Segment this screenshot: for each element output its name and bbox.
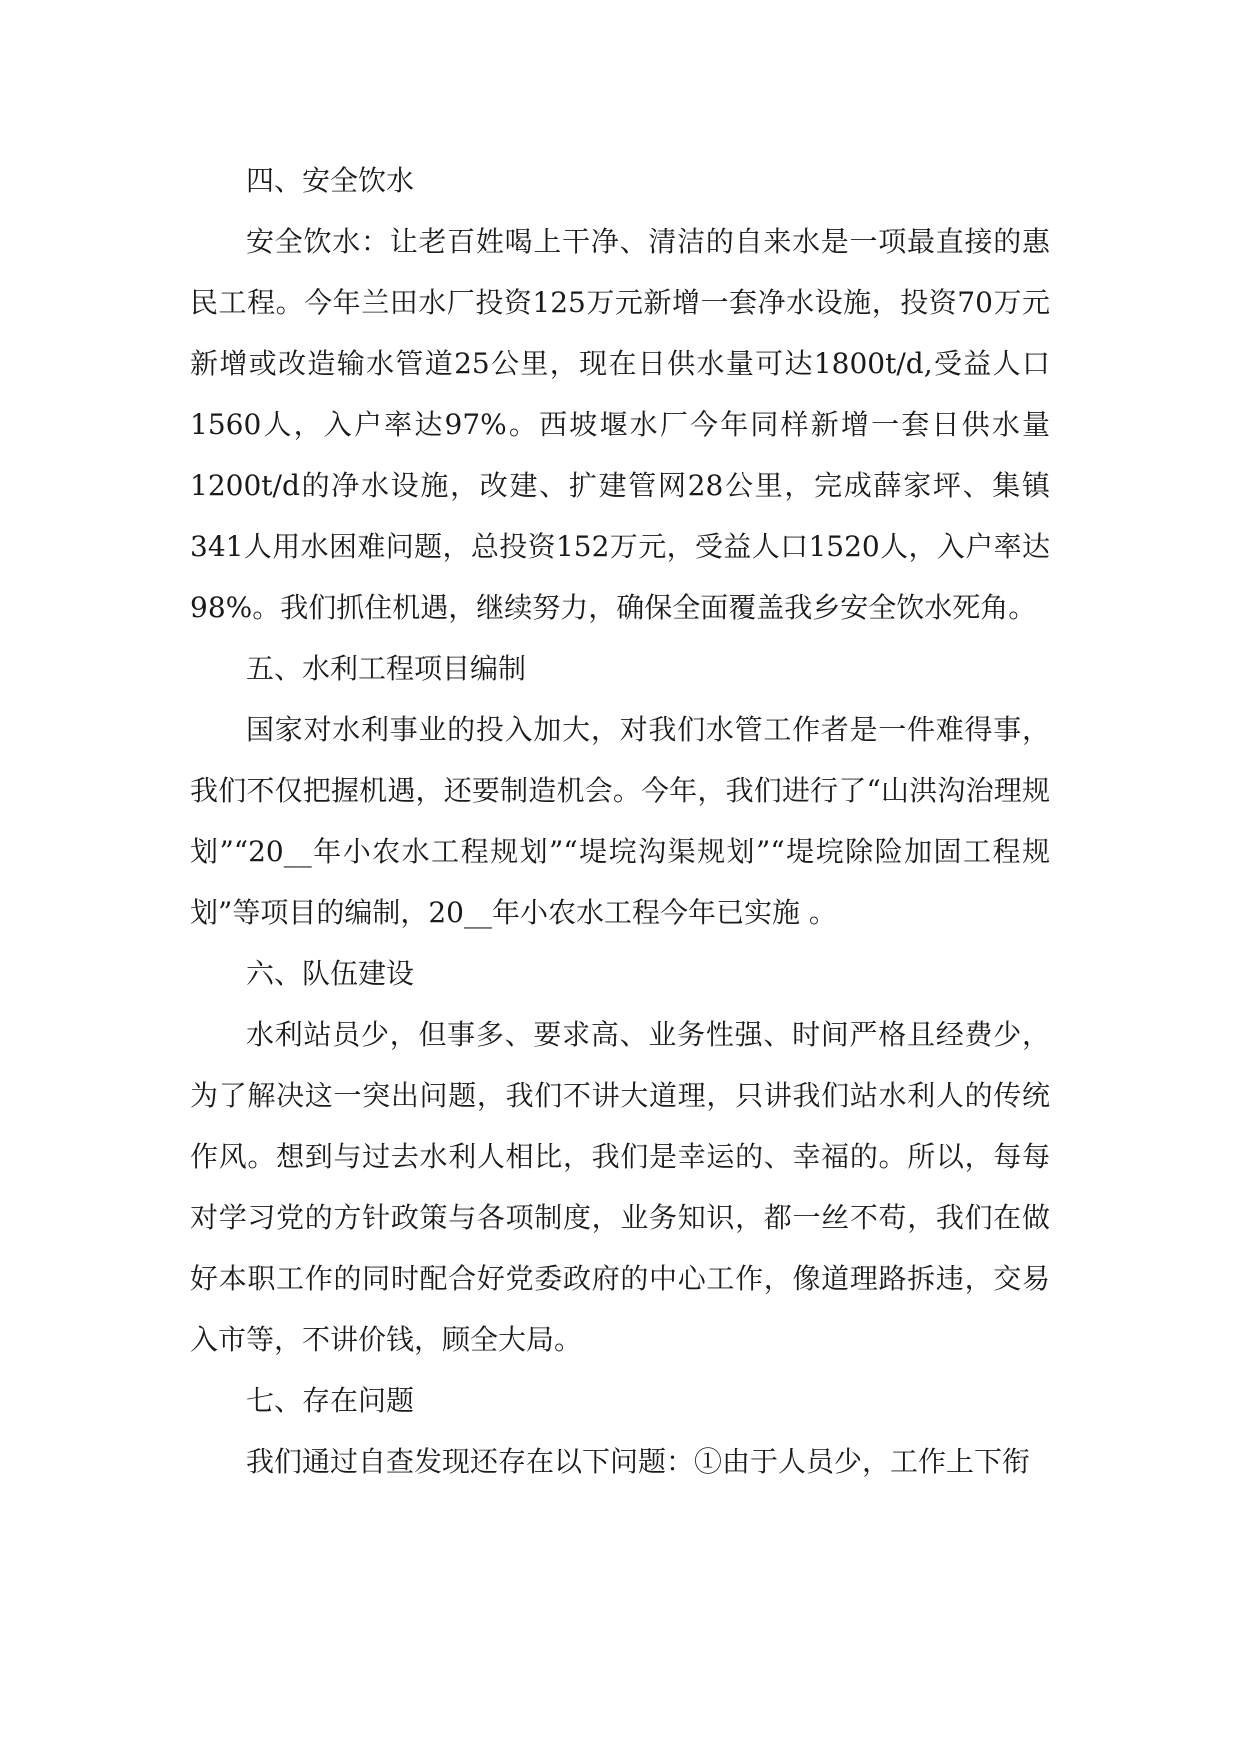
section-heading-safe-drinking-water: 四、安全饮水 — [246, 164, 415, 197]
paragraph-existing-problems: 我们通过自查发现还存在以下问题：①由于人员少，工作上下衔 — [246, 1445, 1031, 1478]
section-heading-team-building: 六、队伍建设 — [246, 957, 415, 990]
paragraph-safe-drinking-water: 安全饮水：让老百姓喝上干净、清洁的自来水是一项最直接的惠民工程。今年兰田水厂投资125万元新增一套净水设施，投资70万元新增或改造输水管道25公里，现在日供水量可达1800t/d,受益人口1560人，入户率达97%。西坡堰水厂今年同样新增一套日供水量1200t/d的净水设施，改建、扩建管网28公里，完成薛家坪、集镇341人用水困难问题，总投资152万元，受益人口1520人，入户率达98%。我们抓住机遇，继续努力，确保全面覆盖我乡安全饮水死角。 — [190, 225, 1050, 624]
section-heading-project-planning: 五、水利工程项目编制 — [246, 652, 527, 685]
document-body — [190, 150, 1050, 1492]
section-heading-existing-problems: 七、存在问题 — [246, 1384, 415, 1417]
paragraph-team-building: 水利站员少，但事多、要求高、业务性强、时间严格且经费少，为了解决这一突出问题，我们不讲大道理，只讲我们站水利人的传统作风。想到与过去水利人相比，我们是幸运的、幸福的。所以，每每对学习党的方针政策与各项制度，业务知识，都一丝不苟，我们在做好本职工作的同时配合好党委政府的中心工作，像道理路拆违，交易入市等，不讲价钱，顾全大局。 — [190, 1018, 1050, 1356]
paragraph-project-planning: 国家对水利事业的投入加大，对我们水管工作者是一件难得事，我们不仅把握机遇，还要制造机会。今年，我们进行了“山洪沟治理规划”“20__年小农水工程规划”“堤垸沟渠规划”“堤垸除险加固工程规划”等项目的编制，20__年小农水工程今年已实施 。 — [190, 713, 1050, 929]
